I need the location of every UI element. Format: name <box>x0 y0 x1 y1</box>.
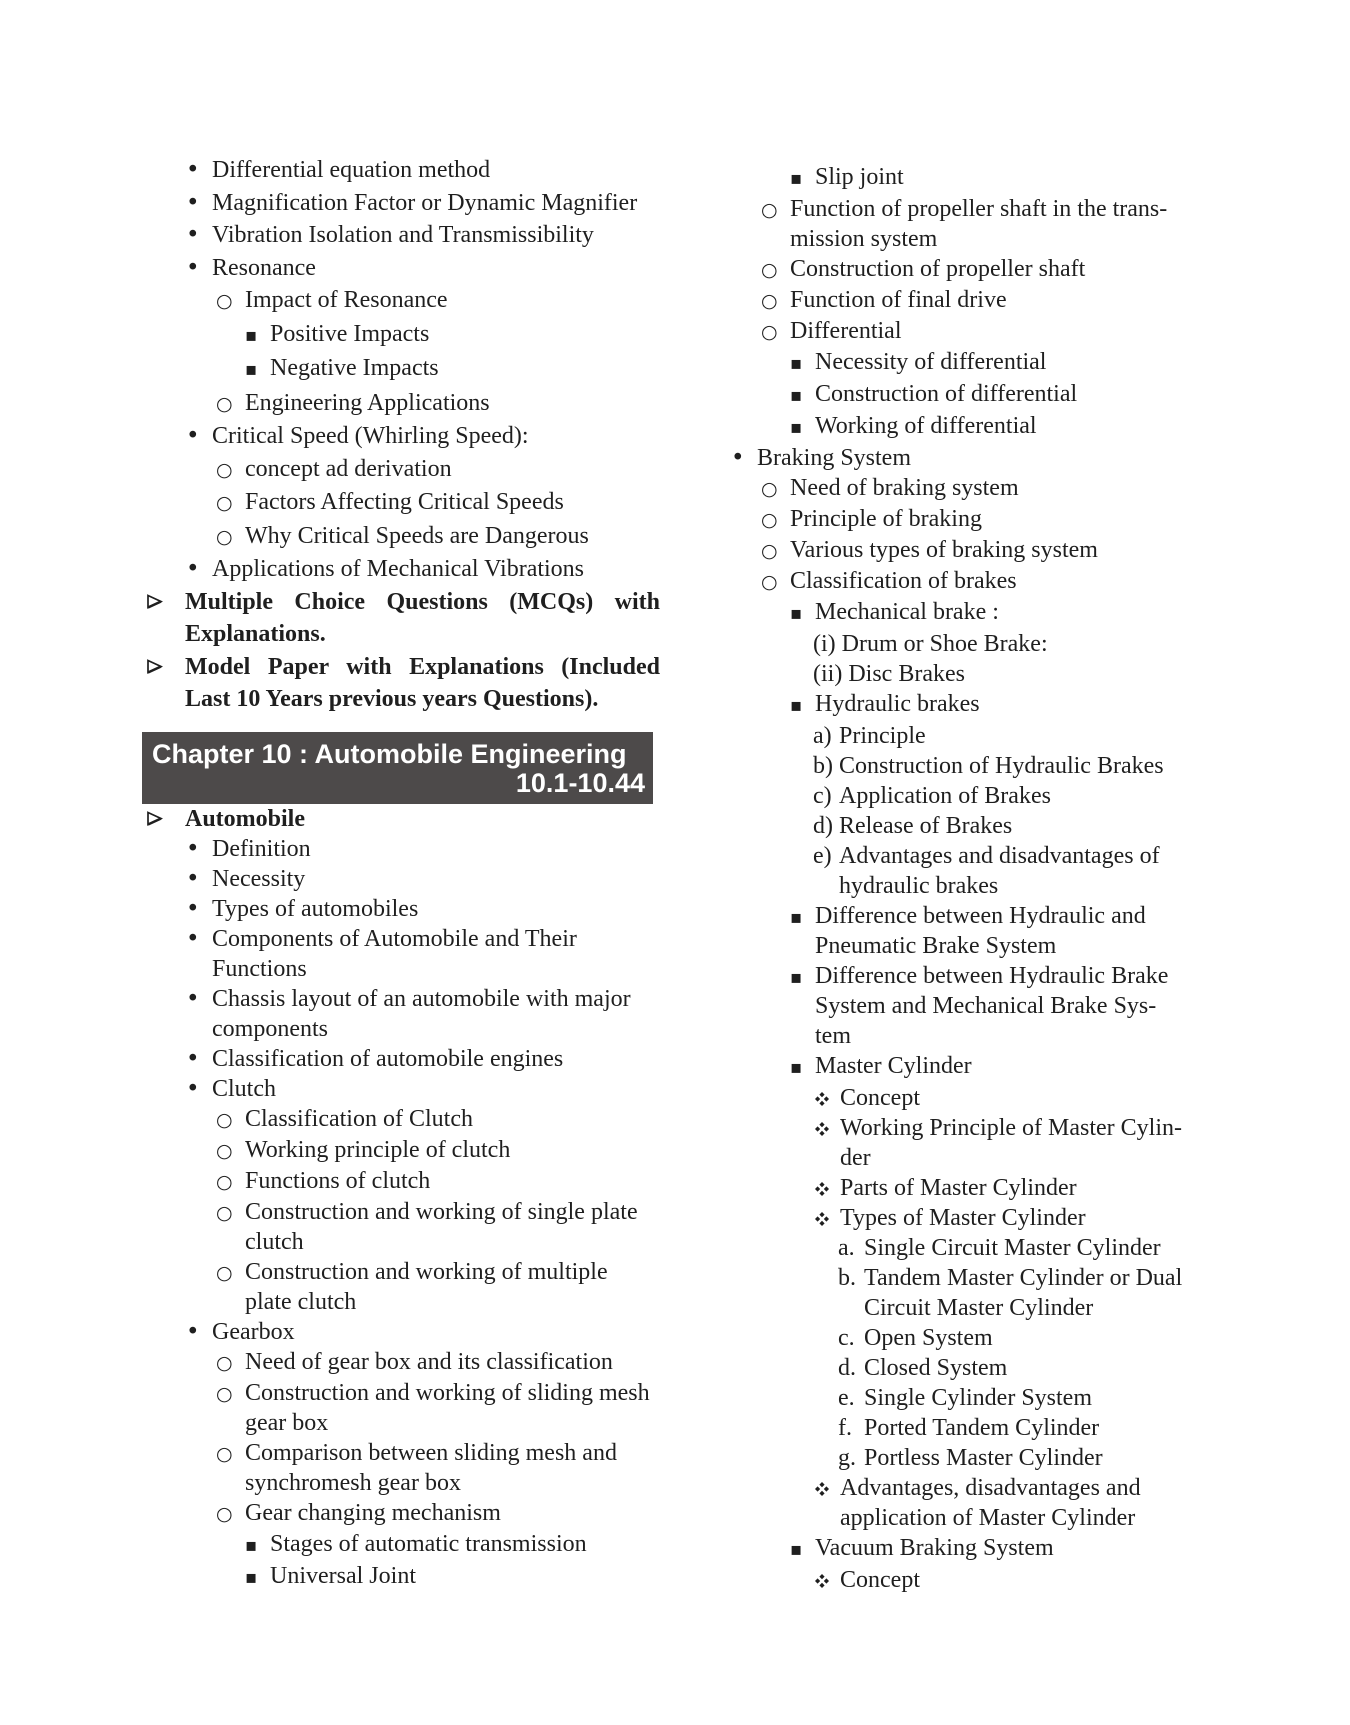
list-item-text: Construction and working of sliding mesh gear box <box>245 1379 650 1436</box>
list-item-text: Impact of Resonance <box>245 287 448 313</box>
bullet-icon: • <box>186 423 200 449</box>
circle-icon: ○ <box>761 199 778 221</box>
list-item-text: Differential equation method <box>212 157 491 183</box>
list-item <box>790 1051 1222 1083</box>
list-item <box>815 1203 1222 1233</box>
list-item-text: Principle <box>839 723 926 749</box>
chapter-banner <box>142 732 653 804</box>
list-item <box>245 1561 660 1593</box>
list-item <box>186 1044 660 1074</box>
list-item-text: Classification of automobile engines <box>212 1045 564 1072</box>
list-item-text: Hydraulic brakes <box>815 691 980 717</box>
list-item <box>761 194 1222 254</box>
list-item-text: Critical Speed (Whirling Speed): <box>212 423 529 449</box>
list-item <box>731 443 1222 473</box>
list-item-text: Engineering Applications <box>245 389 490 416</box>
list-item <box>216 284 660 318</box>
list-item-text: Master Cylinder <box>815 1053 972 1079</box>
list-item <box>186 924 660 984</box>
list-item <box>761 254 1222 285</box>
circle-icon: ○ <box>761 571 778 593</box>
letter-marker: g. <box>838 1445 856 1471</box>
list-item-text: Mechanical brake : <box>815 599 999 625</box>
list-item-text: Stages of automatic transmission <box>270 1530 587 1557</box>
list-item-text: Release of Brakes <box>839 813 1013 839</box>
list-item-text: Construction and working of single plate clutch <box>245 1198 638 1255</box>
list-item <box>838 1263 1222 1323</box>
list-item-text: Model Paper with Explanations (Included Last 10 Years previous years Questions). <box>185 653 660 712</box>
list-item-text: Difference between Hydraulic Brake System and Mechanical Brake Sys- tem <box>815 963 1169 1049</box>
bullet-icon: • <box>731 445 745 471</box>
list-item-text: Applications of Mechanical Vibrations <box>212 556 585 582</box>
list-item <box>216 1498 660 1529</box>
list-item <box>813 659 1222 689</box>
circle-icon: ○ <box>761 509 778 531</box>
right-column-list <box>690 162 1222 1595</box>
list-item <box>815 1473 1222 1533</box>
list-item-text: Working of differential <box>815 413 1037 439</box>
letter-marker: c) <box>813 783 832 809</box>
list-item-text: Various types of braking system <box>790 537 1098 563</box>
list-item <box>186 252 660 285</box>
square-icon: ▪ <box>790 385 803 406</box>
letter-marker: b) <box>813 753 833 779</box>
list-item <box>216 387 660 421</box>
left-column <box>145 154 660 1595</box>
letter-marker: a) <box>813 723 832 749</box>
circle-icon: ○ <box>761 321 778 343</box>
letter-marker: e. <box>838 1385 855 1411</box>
list-item <box>761 285 1222 316</box>
list-item-text: Negative Impacts <box>270 355 439 381</box>
list-item-text: Magnification Factor or Dynamic Magnifier <box>212 189 638 216</box>
list-item-text: Braking System <box>757 445 911 471</box>
bullet-icon: • <box>186 1318 200 1345</box>
list-item <box>761 316 1222 347</box>
list-item-text: Gear changing mechanism <box>245 1499 501 1526</box>
list-item-text: Open System <box>864 1325 993 1351</box>
list-item-text: Construction and working of multiple plate clutch <box>245 1258 608 1315</box>
list-item-text: Construction of differential <box>815 381 1078 407</box>
list-item-text: Ported Tandem Cylinder <box>864 1415 1100 1441</box>
list-item-text: concept ad derivation <box>245 455 452 482</box>
list-item-text: Chassis layout of an automobile with major components <box>212 985 631 1042</box>
list-item <box>838 1353 1222 1383</box>
list-item <box>186 187 660 220</box>
arrowhead-icon <box>145 586 185 619</box>
bullet-icon: • <box>186 895 200 922</box>
list-item <box>761 566 1222 597</box>
square-icon: ▪ <box>790 1539 803 1560</box>
list-item-text: (ii) Disc Brakes <box>813 661 965 687</box>
list-item <box>790 411 1222 443</box>
circle-icon: ○ <box>216 1382 233 1405</box>
list-item-text: Vacuum Braking System <box>815 1535 1054 1561</box>
circle-icon: ○ <box>216 458 233 481</box>
list-item <box>815 1113 1222 1173</box>
list-item-text: Portless Master Cylinder <box>864 1445 1103 1471</box>
list-item-text: Types of Master Cylinder <box>840 1205 1086 1231</box>
bullet-icon: • <box>186 189 200 216</box>
list-item <box>815 1083 1222 1113</box>
square-icon: ▪ <box>790 603 803 624</box>
letter-marker: c. <box>838 1325 855 1351</box>
square-icon: ▪ <box>790 1057 803 1078</box>
list-item <box>186 553 660 586</box>
list-item-text: Components of Automobile and Their Functions <box>212 925 577 982</box>
circle-icon: ○ <box>761 540 778 562</box>
list-item <box>813 781 1222 811</box>
list-item <box>216 1197 660 1257</box>
list-item <box>186 834 660 864</box>
circle-icon: ○ <box>761 478 778 500</box>
square-icon: ▪ <box>790 967 803 988</box>
list-item <box>186 1074 660 1104</box>
list-item-text: Necessity of differential <box>815 349 1047 375</box>
list-item <box>813 841 1222 901</box>
list-item <box>790 1533 1222 1565</box>
list-item <box>145 586 660 651</box>
circle-icon: ○ <box>216 1170 233 1193</box>
list-item <box>186 984 660 1044</box>
list-item <box>790 597 1222 629</box>
list-item <box>245 318 660 353</box>
arrowhead-icon <box>145 651 185 684</box>
letter-marker: a. <box>838 1235 855 1261</box>
list-item <box>145 804 660 834</box>
list-item <box>186 219 660 252</box>
list-item-text: Closed System <box>864 1355 1008 1381</box>
square-icon: ▪ <box>245 1534 258 1556</box>
list-item-text: Concept <box>840 1085 920 1111</box>
square-icon: ▪ <box>790 168 803 189</box>
bullet-icon: • <box>186 254 200 281</box>
list-item-text: Multiple Choice Questions (MCQs) with Explanations. <box>185 588 660 647</box>
list-item-text: Construction of Hydraulic Brakes <box>839 753 1164 779</box>
list-item-text: Need of braking system <box>790 475 1019 501</box>
letter-marker: e) <box>813 843 832 869</box>
letter-marker: b. <box>838 1265 856 1291</box>
list-item <box>245 352 660 387</box>
list-item <box>838 1383 1222 1413</box>
list-item <box>813 629 1222 659</box>
list-item <box>186 420 660 453</box>
list-item-text: Definition <box>212 835 311 862</box>
list-item-text: Tandem Master Cylinder or Dual Circuit Master Cylinder <box>864 1265 1183 1321</box>
list-item-text: Need of gear box and its classification <box>245 1348 613 1375</box>
list-item <box>761 473 1222 504</box>
list-item <box>790 162 1222 194</box>
circle-icon: ○ <box>216 1261 233 1284</box>
square-icon: ▪ <box>790 695 803 716</box>
circle-icon: ○ <box>216 1351 233 1374</box>
list-item <box>790 347 1222 379</box>
diamond-icon <box>815 1113 840 1143</box>
list-item-text: Factors Affecting Critical Speeds <box>245 489 564 515</box>
list-item-text: Parts of Master Cylinder <box>840 1175 1077 1201</box>
square-icon: ▪ <box>245 359 258 380</box>
list-item-text: Differential <box>790 318 902 344</box>
list-item-text: Single Circuit Master Cylinder <box>864 1235 1161 1261</box>
square-icon: ▪ <box>245 324 258 346</box>
square-icon: ▪ <box>245 1566 258 1588</box>
circle-icon: ○ <box>761 259 778 281</box>
diamond-icon <box>815 1083 840 1113</box>
list-item <box>186 154 660 187</box>
list-item <box>186 864 660 894</box>
list-item <box>813 811 1222 841</box>
list-item <box>815 1565 1222 1595</box>
arrowhead-icon <box>145 804 185 834</box>
letter-marker: d. <box>838 1355 856 1381</box>
list-item <box>813 721 1222 751</box>
diamond-icon <box>815 1203 840 1233</box>
square-icon: ▪ <box>790 353 803 374</box>
list-item <box>790 379 1222 411</box>
circle-icon: ○ <box>216 1502 233 1525</box>
list-item-text: Why Critical Speeds are Dangerous <box>245 522 589 549</box>
square-icon: ▪ <box>790 907 803 928</box>
list-item <box>216 453 660 487</box>
list-item <box>216 1135 660 1166</box>
list-item-text: Function of final drive <box>790 287 1007 313</box>
diamond-icon <box>815 1473 840 1503</box>
list-item-text: Classification of brakes <box>790 568 1017 594</box>
list-item <box>790 689 1222 721</box>
list-item-text: Types of automobiles <box>212 895 419 922</box>
bullet-icon: • <box>186 157 200 183</box>
list-item-text: Principle of braking <box>790 506 982 532</box>
list-item-text: Classification of Clutch <box>245 1105 473 1132</box>
list-item-text: Difference between Hydraulic and Pneumatic Brake System <box>815 903 1146 959</box>
list-item-text: Construction of propeller shaft <box>790 256 1086 282</box>
circle-icon: ○ <box>216 1442 233 1465</box>
list-item <box>145 651 660 716</box>
list-item-text: Comparison between sliding mesh and synchromesh gear box <box>245 1439 617 1496</box>
list-item <box>838 1233 1222 1263</box>
bullet-icon: • <box>186 925 200 952</box>
list-item-text: Clutch <box>212 1075 276 1102</box>
list-item <box>216 1104 660 1135</box>
list-item-text: (i) Drum or Shoe Brake: <box>813 631 1048 657</box>
circle-icon: ○ <box>216 392 233 415</box>
bullet-icon: • <box>186 1045 200 1072</box>
list-item-text: Vibration Isolation and Transmissibility <box>212 222 594 248</box>
list-item <box>838 1413 1222 1443</box>
list-item <box>245 1529 660 1561</box>
bullet-icon: • <box>186 1075 200 1102</box>
list-item <box>186 1317 660 1347</box>
list-item-text: Positive Impacts <box>270 320 430 347</box>
list-item <box>216 1257 660 1317</box>
list-item-text: Slip joint <box>815 164 904 190</box>
list-item-text: Working Principle of Master Cylin- der <box>840 1115 1183 1171</box>
list-item-text: Working principle of clutch <box>245 1136 511 1163</box>
list-item <box>790 961 1222 1051</box>
list-item <box>813 751 1222 781</box>
diamond-icon <box>815 1565 840 1595</box>
list-item-text: Concept <box>840 1567 920 1593</box>
list-item <box>216 486 660 520</box>
list-item <box>790 901 1222 961</box>
list-item <box>761 535 1222 566</box>
list-item-text: Functions of clutch <box>245 1167 431 1194</box>
list-item <box>216 1378 660 1438</box>
bullet-icon: • <box>186 222 200 248</box>
list-item <box>186 894 660 924</box>
circle-icon: ○ <box>216 1108 233 1131</box>
left-column-upper-list <box>145 154 660 716</box>
list-item-text: Function of propeller shaft in the trans- mission system <box>790 196 1168 252</box>
circle-icon: ○ <box>216 290 233 312</box>
list-item-text: Universal Joint <box>270 1562 416 1589</box>
list-item <box>838 1323 1222 1353</box>
list-item-text: Necessity <box>212 865 306 892</box>
list-item-text: Gearbox <box>212 1318 295 1345</box>
diamond-icon <box>815 1173 840 1203</box>
bullet-icon: • <box>186 985 200 1012</box>
chapter-banner-pages: 10.1-10.44 <box>515 767 645 798</box>
letter-marker: d) <box>813 813 833 839</box>
list-item <box>216 1347 660 1378</box>
list-item <box>838 1443 1222 1473</box>
bullet-icon: • <box>186 865 200 892</box>
list-item-text: Advantages and disadvantages of hydraulic brakes <box>839 843 1160 899</box>
bullet-icon: • <box>186 556 200 582</box>
list-item-text: Single Cylinder System <box>864 1385 1092 1411</box>
square-icon: ▪ <box>790 417 803 438</box>
circle-icon: ○ <box>216 525 233 548</box>
list-item <box>216 1438 660 1498</box>
circle-icon: ○ <box>216 1201 233 1224</box>
circle-icon: ○ <box>216 492 233 514</box>
list-item <box>216 520 660 554</box>
list-item-text: Automobile <box>185 805 305 832</box>
letter-marker: f. <box>838 1415 852 1441</box>
circle-icon: ○ <box>216 1139 233 1162</box>
list-item <box>761 504 1222 535</box>
bullet-icon: • <box>186 835 200 862</box>
list-item-text: Resonance <box>212 254 316 281</box>
right-column <box>690 154 1222 1595</box>
list-item-text: Advantages, disadvantages and application of Master Cylinder <box>840 1475 1141 1531</box>
list-item-text: Application of Brakes <box>839 783 1051 809</box>
left-column-lower-list <box>145 804 660 1593</box>
circle-icon: ○ <box>761 290 778 312</box>
list-item <box>216 1166 660 1197</box>
chapter-banner-title: Chapter 10 : Automobile Engineering <box>152 738 627 769</box>
list-item <box>815 1173 1222 1203</box>
